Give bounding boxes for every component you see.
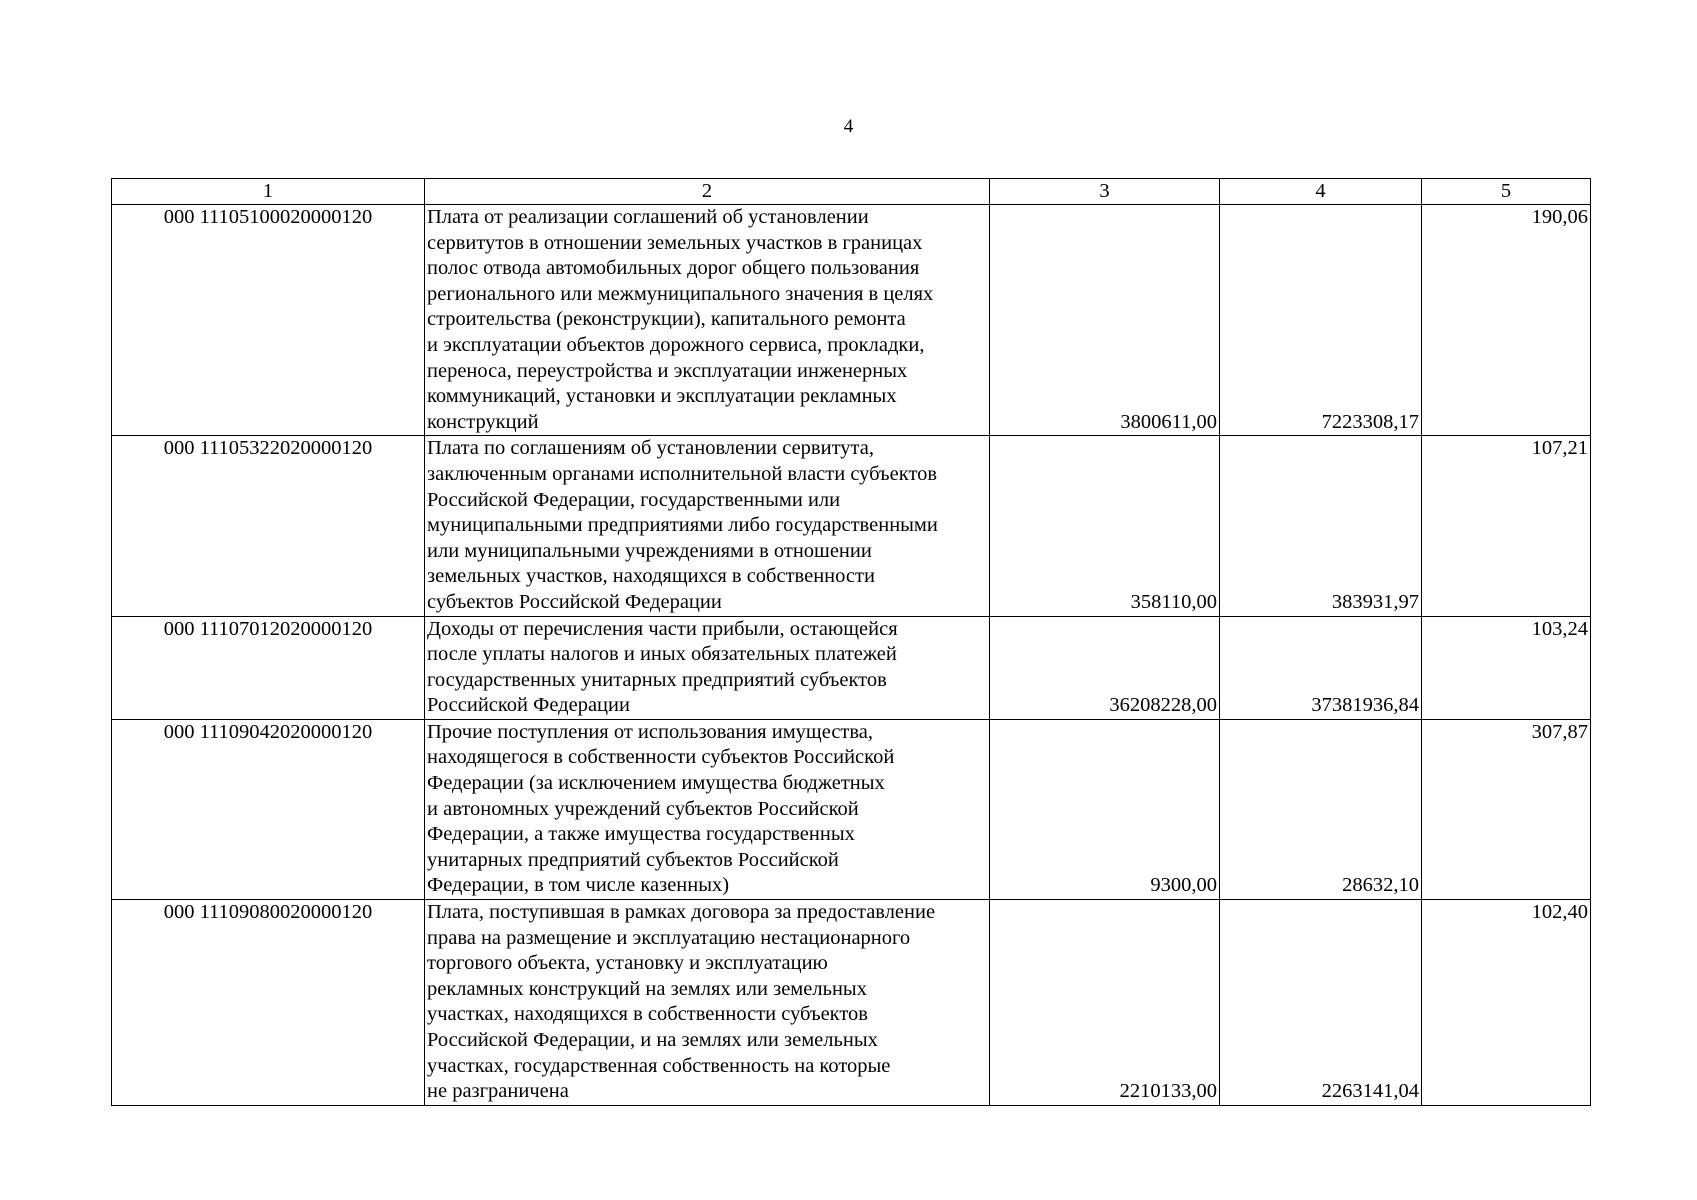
description-line: заключенным органами исполнительной власти субъектов [427, 462, 938, 485]
column-header-4: 4 [1220, 179, 1422, 205]
column-3-value-cell: 36208228,00 [990, 616, 1220, 719]
description-line: не разграничена [427, 1080, 569, 1103]
table-row [112, 205, 1591, 436]
description-line: Российской Федерации, и на землях или земельных [427, 1029, 878, 1051]
description-line: Российской Федерации, государственными или [427, 488, 841, 511]
description-line: или муниципальными учреждениями в отношении [427, 539, 872, 562]
description-line: права на размещение и эксплуатацию нестационарного [427, 926, 911, 949]
description-line: коммуникаций, установки и эксплуатации рекламных [427, 385, 897, 408]
column-3-value-cell: 2210133,00 [990, 900, 1220, 1106]
description-line: Плата от реализации соглашений об установлении [427, 206, 869, 228]
description-line: Прочие поступления от использования имущества, [427, 720, 874, 743]
description-line: рекламных конструкций на землях или земельных [427, 977, 867, 1000]
table-body [112, 205, 1591, 1106]
description-line: находящегося в собственности субъектов Российской [427, 746, 895, 769]
revenue-code-cell: 000 11105100020000120 [112, 205, 425, 436]
table-row [112, 616, 1591, 719]
description-line: торгового объекта, установку и эксплуатацию [427, 952, 828, 975]
column-5-percent-cell: 107,21 [1422, 436, 1591, 616]
revenue-description-cell [425, 900, 990, 1106]
description-line: после уплаты налогов и иных обязательных платежей [427, 643, 897, 666]
column-4-value-cell: 28632,10 [1220, 719, 1422, 899]
description-line: унитарных предприятий субъектов Российской [427, 848, 839, 871]
column-5-percent-cell: 103,24 [1422, 616, 1591, 719]
column-5-percent-cell: 190,06 [1422, 205, 1591, 436]
description-line: Федерации, в том числе казенных) [427, 874, 730, 897]
description-line: Федерации, а также имущества государственных [427, 823, 855, 846]
revenue-table [111, 178, 1591, 1106]
description-line: Доходы от перечисления части прибыли, остающейся [427, 617, 898, 640]
description-line: субъектов Российской Федерации [427, 590, 722, 613]
column-3-value-cell: 3800611,00 [990, 205, 1220, 436]
revenue-code-cell: 000 11107012020000120 [112, 616, 425, 719]
column-5-percent-cell: 102,40 [1422, 900, 1591, 1106]
table-row [112, 436, 1591, 616]
column-header-3: 3 [990, 179, 1220, 205]
table-row [112, 719, 1591, 899]
column-4-value-cell: 383931,97 [1220, 436, 1422, 616]
page-number: 4 [843, 116, 854, 137]
revenue-code-cell: 000 11109042020000120 [112, 719, 425, 899]
description-line: земельных участков, находящихся в собственности [427, 565, 875, 588]
description-line: сервитутов в отношении земельных участков в границах [427, 231, 923, 254]
description-line: и эксплуатации объектов дорожного сервиса, прокладки, [427, 333, 925, 356]
description-line: Российской Федерации [427, 694, 630, 717]
description-line: регионального или межмуниципального значения в целях [427, 282, 934, 305]
description-line: Федерации (за исключением имущества бюджетных [427, 772, 885, 795]
column-4-value-cell: 37381936,84 [1220, 616, 1422, 719]
column-header-5: 5 [1422, 179, 1591, 205]
column-5-percent-cell: 307,87 [1422, 719, 1591, 899]
column-3-value-cell: 358110,00 [990, 436, 1220, 616]
description-line: и автономных учреждений субъектов Российской [427, 797, 859, 820]
revenue-code-cell: 000 11105322020000120 [112, 436, 425, 616]
column-header-1: 1 [112, 179, 425, 205]
header-row [112, 179, 1591, 205]
description-line: участках, находящихся в собственности субъектов [427, 1003, 868, 1026]
description-line: государственных унитарных предприятий субъектов [427, 668, 887, 691]
revenue-code-cell: 000 11109080020000120 [112, 900, 425, 1106]
description-line: участках, государственная собственность на которые [427, 1054, 891, 1077]
table-header [112, 179, 1591, 205]
description-line: конструкций [427, 410, 539, 433]
column-3-value-cell: 9300,00 [990, 719, 1220, 899]
table-row [112, 900, 1591, 1106]
column-4-value-cell: 7223308,17 [1220, 205, 1422, 436]
revenue-description-cell [425, 616, 990, 719]
description-line: переноса, переустройства и эксплуатации инженерных [427, 359, 908, 382]
column-4-value-cell: 2263141,04 [1220, 900, 1422, 1106]
revenue-description-cell [425, 436, 990, 616]
column-header-2: 2 [425, 179, 990, 205]
description-line: полос отвода автомобильных дорог общего пользования [427, 257, 920, 280]
description-line: муниципальными предприятиями либо государственными [427, 514, 938, 537]
description-line: Плата, поступившая в рамках договора за предоставление [427, 901, 936, 924]
description-line: Плата по соглашениям об установлении сервитута, [427, 437, 874, 460]
revenue-description-cell [425, 719, 990, 899]
revenue-description-cell [425, 205, 990, 436]
description-line: строительства (реконструкции), капитального ремонта [427, 308, 906, 331]
